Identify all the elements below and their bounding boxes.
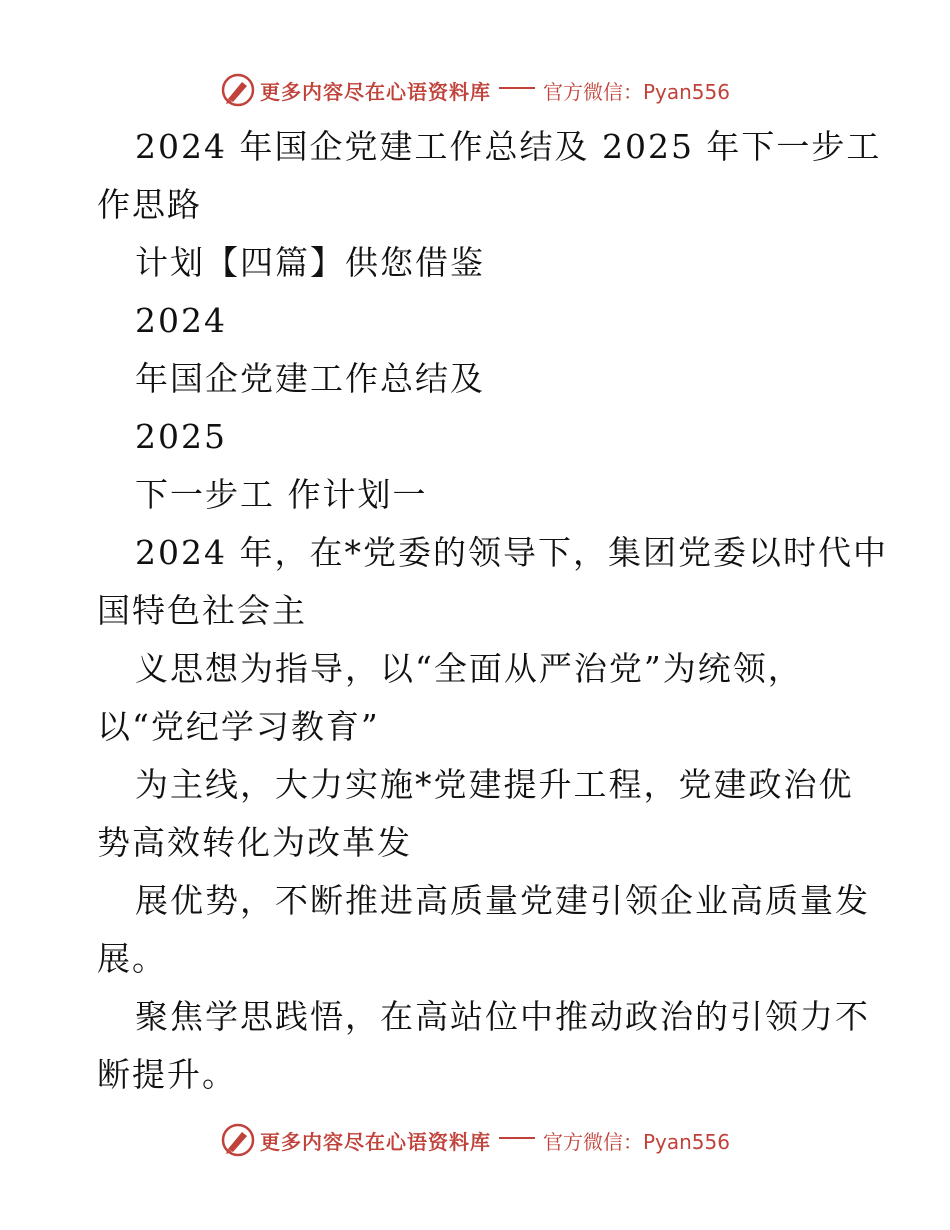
watermark-contact: 官方微信：Pyan556: [542, 79, 730, 104]
subtitle-line: 计划【四篇】供您借鉴: [135, 243, 485, 282]
watermark-text: 更多内容尽在心语资料库: [259, 1129, 491, 1154]
text-line: 年国企党建工作总结及: [135, 359, 485, 398]
paragraph-line: 为主线，大力实施*党建提升工程，党建政治优: [135, 765, 854, 804]
paragraph-line: 展优势，不断推进高质量党建引领企业高质量发: [135, 881, 870, 920]
section-heading: 下一步工 作计划一: [135, 475, 428, 514]
pen-logo-icon: [220, 1122, 256, 1158]
paragraph-line: 展。: [97, 939, 167, 978]
paragraph-line: 义思想为指导，以“全面从严治党”为统领，: [135, 649, 803, 688]
paragraph-line: 以“党纪学习教育”: [97, 707, 380, 746]
watermark-text: 更多内容尽在心语资料库: [259, 79, 491, 104]
paragraph-line: 2024 年，在*党委的领导下，集团党委以时代中: [135, 533, 888, 572]
text-line: 2025: [135, 417, 227, 456]
watermark-dash: [499, 87, 535, 89]
header-watermark-banner: [0, 68, 950, 112]
paragraph-line: 势高效转化为改革发: [97, 823, 412, 862]
paragraph-line: 聚焦学思践悟，在高站位中推动政治的引领力不: [135, 997, 870, 1036]
watermark-contact: 官方微信：Pyan556: [542, 1129, 730, 1154]
text-line: 2024: [135, 301, 227, 340]
paragraph-line: 国特色社会主: [97, 591, 307, 630]
title-line-2: 作思路: [97, 185, 202, 224]
pen-logo-icon: [220, 72, 256, 108]
watermark-dash: [499, 1137, 535, 1139]
document-body: [97, 118, 888, 1104]
paragraph-line: 断提升。: [97, 1055, 237, 1094]
footer-watermark-banner: [0, 1118, 950, 1162]
title-line-1: 2024 年国企党建工作总结及 2025 年下一步工: [135, 127, 882, 166]
